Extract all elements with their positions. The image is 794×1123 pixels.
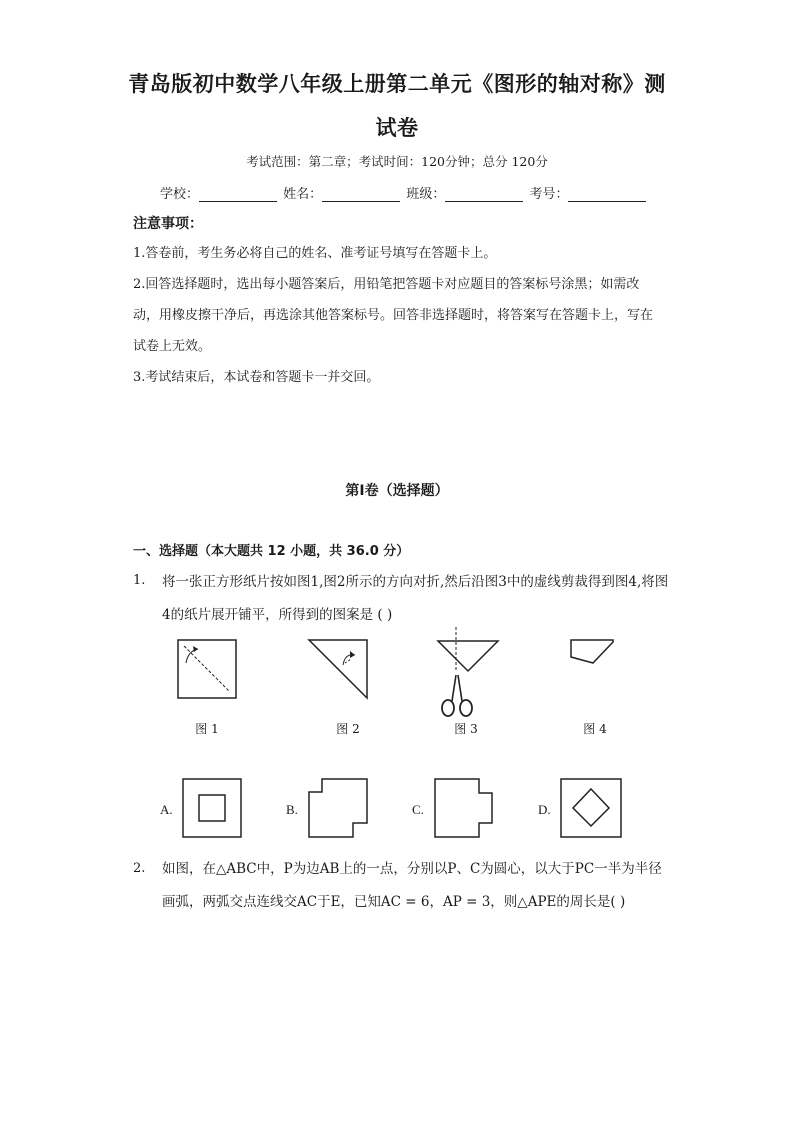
page-title-continued: 试卷 [375,116,419,140]
name-label: 姓名： [283,187,323,202]
question-2-text: 如图，在△ABC中，P为边AB上的一点，分别以P、C为圆心，以大于PC一半为半径画弧，两弧交点连线交AC于E，已知AC = 6，AP = 3，则△APE的周长是( ) [162,861,662,910]
option-d-figure[interactable] [560,778,624,840]
student-info-line [160,183,648,202]
figure-1-label: 图 1 [195,722,219,736]
note-item-2: 2.回答选择题时，选出每小题答案后，用铅笔把答题卡对应题目的答案标号涂黑；如需改动，用橡皮擦干净后，再选涂其他答案标号。回答非选择题时，将答案写在答题卡上，写在试卷上无效。 [133,277,654,354]
figure-2-triangle-fold [305,635,385,705]
question-2-number: 2. [133,861,146,876]
section-title: 第Ⅰ卷（选择题） [345,483,449,499]
scissors-icon [442,675,472,716]
note-item-1: 1.答卷前，考生务必将自己的姓名、准考证号填写在答题卡上。 [133,246,497,261]
exam-no-blank[interactable] [568,187,646,202]
part-heading: 一、选择题（本大题共 12 小题，共 36.0 分） [133,544,410,559]
option-b-label[interactable]: B. [286,802,298,817]
figure-2-label: 图 2 [336,722,360,736]
exam-scope: 考试范围：第二章；考试时间：120分钟；总分 120分 [246,154,548,169]
figure-3-cut-with-scissors [432,625,512,720]
exam-no-label: 考号： [529,187,569,202]
option-a-figure[interactable] [182,778,244,840]
figure-4-cut-shape [565,635,625,675]
option-c-figure[interactable] [434,778,496,840]
notes-heading: 注意事项： [133,216,203,232]
class-blank[interactable] [445,187,523,202]
school-blank[interactable] [199,187,277,202]
option-b-figure[interactable] [308,778,370,840]
name-blank[interactable] [322,187,400,202]
option-a-label[interactable]: A. [160,802,173,817]
question-1-number: 1. [133,573,146,588]
question-1-text: 将一张正方形纸片按如图1,图2所示的方向对折,然后沿图3中的虚线剪裁得到图4,将图4的纸片展开铺平，所得到的图案是 ( ) [162,574,669,623]
option-d-label[interactable]: D. [538,802,551,817]
class-label: 班级： [406,187,446,202]
note-item-3: 3.考试结束后，本试卷和答题卡一并交回。 [133,370,380,385]
option-c-label[interactable]: C. [412,802,424,817]
figure-4-label: 图 4 [583,722,607,736]
figure-3-label: 图 3 [454,722,478,736]
page-title: 青岛版初中数学八年级上册第二单元《图形的轴对称》测 [128,72,666,96]
school-label: 学校： [160,187,200,202]
figure-1-square-fold [170,635,250,705]
